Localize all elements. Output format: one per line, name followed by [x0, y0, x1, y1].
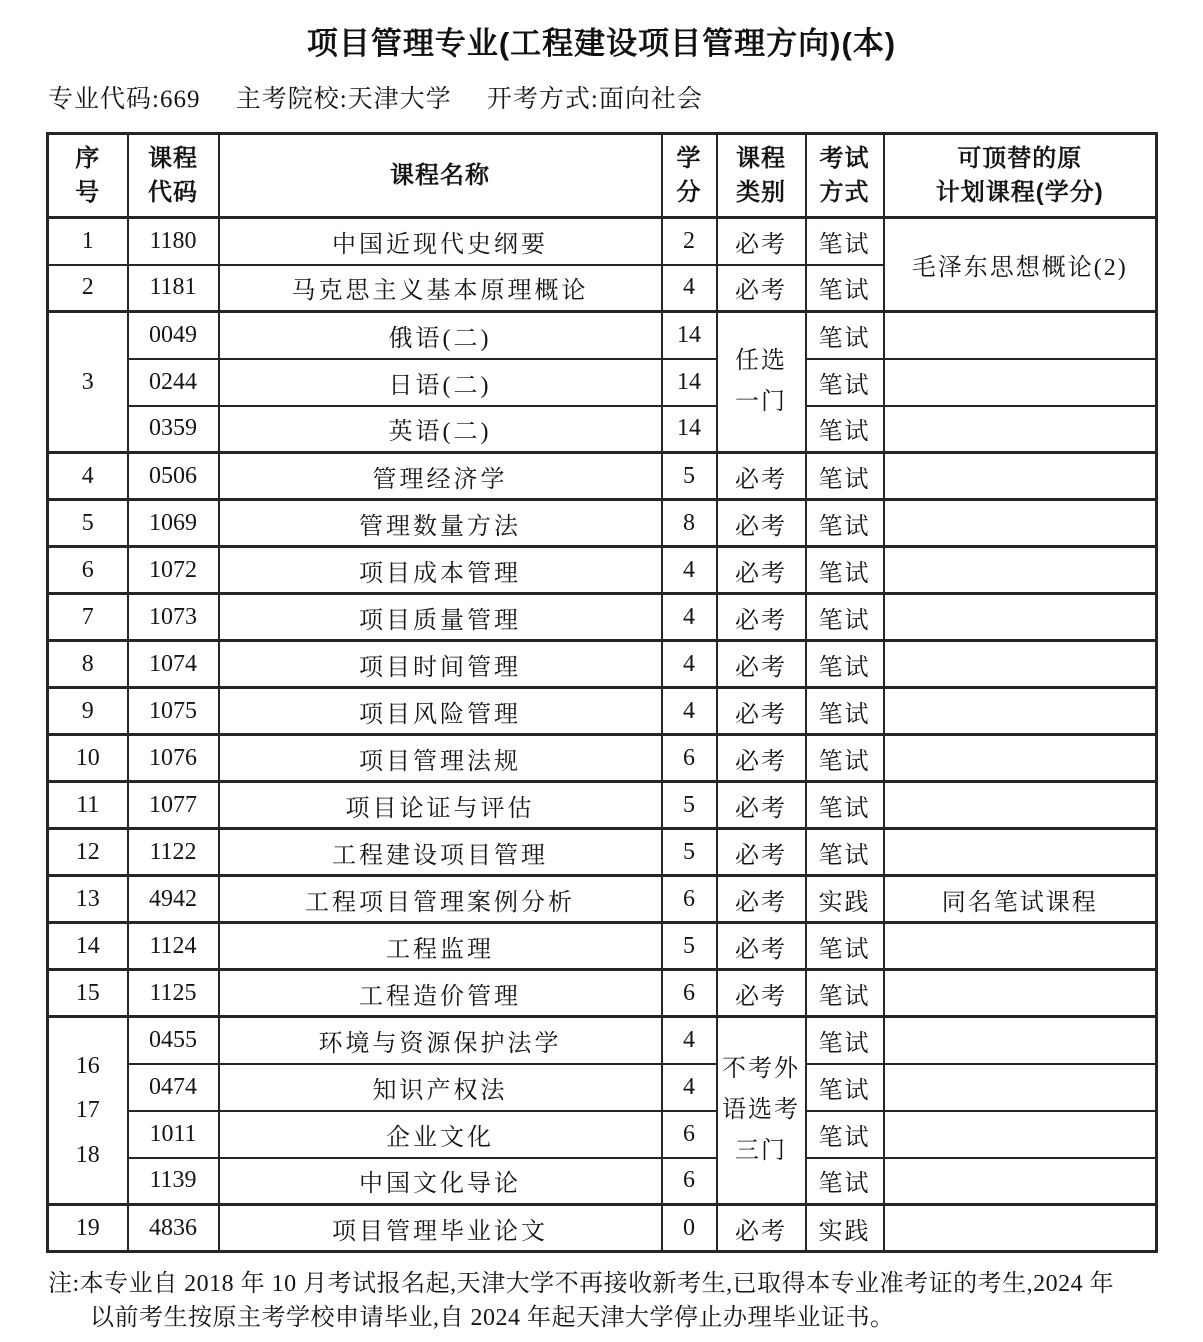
cell-credits: 4 — [662, 1017, 717, 1064]
cell-credits: 4 — [662, 594, 717, 641]
cell-category: 必考 — [717, 641, 806, 688]
cell-name: 马克思主义基本原理概论 — [219, 265, 662, 312]
cell-credits: 6 — [662, 735, 717, 782]
header-replaceable-course: 可顶替的原 计划课程(学分) — [884, 134, 1157, 218]
cell-name: 俄语(二) — [219, 312, 662, 359]
cell-code: 1069 — [128, 500, 219, 547]
cell-credits: 4 — [662, 265, 717, 312]
cell-index: 3 — [48, 312, 128, 453]
table-row — [48, 876, 1157, 923]
cell-code: 4836 — [128, 1205, 219, 1252]
cell-code: 4942 — [128, 876, 219, 923]
cell-code: 1073 — [128, 594, 219, 641]
cell-credits: 2 — [662, 218, 717, 265]
cell-credits: 14 — [662, 312, 717, 359]
cell-code: 0506 — [128, 453, 219, 500]
cell-exam: 笔试 — [806, 970, 884, 1017]
cell-credits: 6 — [662, 970, 717, 1017]
course-table — [46, 132, 1158, 1253]
cell-exam: 笔试 — [806, 829, 884, 876]
cell-replace — [884, 970, 1157, 1017]
cell-index: 1 — [48, 218, 128, 265]
cell-index: 4 — [48, 453, 128, 500]
cell-category: 必考 — [717, 876, 806, 923]
cell-credits: 8 — [662, 500, 717, 547]
cell-category: 必考 — [717, 782, 806, 829]
cell-replace — [884, 782, 1157, 829]
cell-name: 工程项目管理案例分析 — [219, 876, 662, 923]
cell-exam: 笔试 — [806, 218, 884, 265]
cell-code: 1076 — [128, 735, 219, 782]
cell-name: 项目风险管理 — [219, 688, 662, 735]
cell-exam: 实践 — [806, 876, 884, 923]
cell-code: 1122 — [128, 829, 219, 876]
table-row — [48, 782, 1157, 829]
cell-exam: 笔试 — [806, 1017, 884, 1064]
cell-credits: 5 — [662, 453, 717, 500]
cell-credits: 6 — [662, 1111, 717, 1158]
cell-exam: 笔试 — [806, 923, 884, 970]
cell-exam: 笔试 — [806, 265, 884, 312]
cell-index: 9 — [48, 688, 128, 735]
cell-index: 14 — [48, 923, 128, 970]
cell-exam: 笔试 — [806, 594, 884, 641]
cell-replace — [884, 735, 1157, 782]
table-row — [48, 594, 1157, 641]
cell-exam: 笔试 — [806, 547, 884, 594]
table-row — [48, 547, 1157, 594]
cell-index: 13 — [48, 876, 128, 923]
table-row — [48, 1064, 1157, 1111]
cell-replace — [884, 1111, 1157, 1158]
cell-name: 项目论证与评估 — [219, 782, 662, 829]
cell-credits: 14 — [662, 359, 717, 406]
cell-name: 中国近现代史纲要 — [219, 218, 662, 265]
cell-credits: 6 — [662, 876, 717, 923]
cell-name: 项目管理法规 — [219, 735, 662, 782]
table-row — [48, 1205, 1157, 1252]
cell-index: 6 — [48, 547, 128, 594]
header-category: 课程 类别 — [717, 134, 806, 218]
cell-code: 1074 — [128, 641, 219, 688]
cell-code: 1180 — [128, 218, 219, 265]
cell-index: 12 — [48, 829, 128, 876]
cell-credits: 4 — [662, 547, 717, 594]
cell-name: 工程建设项目管理 — [219, 829, 662, 876]
cell-category: 任选 一门 — [717, 312, 806, 453]
header-course-code: 课程 代码 — [128, 134, 219, 218]
cell-replace — [884, 1158, 1157, 1205]
cell-name: 项目质量管理 — [219, 594, 662, 641]
cell-exam: 笔试 — [806, 782, 884, 829]
header-course-name: 课程名称 — [219, 134, 662, 218]
cell-category: 必考 — [717, 1205, 806, 1252]
cell-index: 8 — [48, 641, 128, 688]
footnote-line: 注:本专业自 2018 年 10 月考试报名起,天津大学不再接收新考生,已取得本专业准考证的考生,2024 年 — [48, 1271, 1115, 1297]
cell-category: 必考 — [717, 970, 806, 1017]
cell-replace — [884, 923, 1157, 970]
cell-exam: 笔试 — [806, 312, 884, 359]
cell-replace — [884, 829, 1157, 876]
table-row — [48, 829, 1157, 876]
cell-category: 必考 — [717, 594, 806, 641]
cell-exam: 笔试 — [806, 1064, 884, 1111]
table-row — [48, 500, 1157, 547]
cell-code: 0049 — [128, 312, 219, 359]
cell-name: 管理数量方法 — [219, 500, 662, 547]
cell-name: 项目时间管理 — [219, 641, 662, 688]
cell-exam: 笔试 — [806, 453, 884, 500]
meta-line — [48, 79, 1203, 115]
cell-index: 15 — [48, 970, 128, 1017]
cell-name: 企业文化 — [219, 1111, 662, 1158]
cell-replace — [884, 500, 1157, 547]
cell-credits: 6 — [662, 1158, 717, 1205]
cell-code: 1075 — [128, 688, 219, 735]
cell-category: 必考 — [717, 218, 806, 265]
header-row — [48, 134, 1157, 218]
cell-exam: 笔试 — [806, 641, 884, 688]
host-school: 主考院校:天津大学 — [235, 86, 452, 113]
table-row — [48, 688, 1157, 735]
cell-exam: 笔试 — [806, 1158, 884, 1205]
cell-name: 日语(二) — [219, 359, 662, 406]
cell-name: 项目管理毕业论文 — [219, 1205, 662, 1252]
cell-replace — [884, 641, 1157, 688]
cell-replace — [884, 1017, 1157, 1064]
cell-category: 必考 — [717, 735, 806, 782]
cell-replace — [884, 1064, 1157, 1111]
table-row — [48, 1017, 1157, 1064]
cell-code: 1181 — [128, 265, 219, 312]
major-code: 专业代码:669 — [48, 86, 201, 113]
footnote-line: 以前考生按原主考学校申请毕业,自 2024 年起天津大学停止办理毕业证书。 — [90, 1305, 895, 1331]
cell-credits: 4 — [662, 688, 717, 735]
cell-category: 必考 — [717, 923, 806, 970]
header-index: 序 号 — [48, 134, 128, 218]
cell-replace — [884, 547, 1157, 594]
cell-exam: 笔试 — [806, 406, 884, 453]
cell-exam: 笔试 — [806, 500, 884, 547]
table-row — [48, 218, 1157, 265]
cell-index: 16 17 18 — [48, 1017, 128, 1205]
cell-replace — [884, 406, 1157, 453]
page-title: 项目管理专业(工程建设项目管理方向)(本) — [306, 26, 897, 61]
cell-category: 必考 — [717, 829, 806, 876]
cell-category: 必考 — [717, 500, 806, 547]
cell-category: 必考 — [717, 453, 806, 500]
table-row — [48, 970, 1157, 1017]
cell-index: 11 — [48, 782, 128, 829]
cell-credits: 0 — [662, 1205, 717, 1252]
cell-credits: 5 — [662, 782, 717, 829]
cell-code: 0455 — [128, 1017, 219, 1064]
header-exam-method: 考试 方式 — [806, 134, 884, 218]
table-row — [48, 359, 1157, 406]
cell-code: 0359 — [128, 406, 219, 453]
cell-replace — [884, 1205, 1157, 1252]
table-row — [48, 923, 1157, 970]
table-row — [48, 641, 1157, 688]
cell-replace — [884, 359, 1157, 406]
cell-code: 0474 — [128, 1064, 219, 1111]
cell-code: 1077 — [128, 782, 219, 829]
cell-credits: 14 — [662, 406, 717, 453]
cell-code: 1124 — [128, 923, 219, 970]
cell-credits: 4 — [662, 641, 717, 688]
cell-credits: 5 — [662, 829, 717, 876]
cell-name: 工程监理 — [219, 923, 662, 970]
cell-index: 7 — [48, 594, 128, 641]
cell-index: 5 — [48, 500, 128, 547]
cell-category: 必考 — [717, 265, 806, 312]
cell-replace — [884, 312, 1157, 359]
cell-name: 工程造价管理 — [219, 970, 662, 1017]
cell-replace — [884, 688, 1157, 735]
cell-index: 2 — [48, 265, 128, 312]
cell-replace: 同名笔试课程 — [884, 876, 1157, 923]
table-row — [48, 1158, 1157, 1205]
cell-credits: 5 — [662, 923, 717, 970]
cell-index: 19 — [48, 1205, 128, 1252]
cell-exam: 笔试 — [806, 1111, 884, 1158]
cell-name: 中国文化导论 — [219, 1158, 662, 1205]
exam-open-mode: 开考方式:面向社会 — [486, 86, 703, 113]
cell-name: 项目成本管理 — [219, 547, 662, 594]
cell-name: 知识产权法 — [219, 1064, 662, 1111]
table-row — [48, 1111, 1157, 1158]
cell-name: 环境与资源保护法学 — [219, 1017, 662, 1064]
cell-index: 10 — [48, 735, 128, 782]
cell-exam: 实践 — [806, 1205, 884, 1252]
cell-exam: 笔试 — [806, 735, 884, 782]
table-row — [48, 406, 1157, 453]
cell-exam: 笔试 — [806, 688, 884, 735]
cell-credits: 4 — [662, 1064, 717, 1111]
cell-code: 1072 — [128, 547, 219, 594]
cell-exam: 笔试 — [806, 359, 884, 406]
table-row — [48, 735, 1157, 782]
cell-category: 不考外 语选考 三门 — [717, 1017, 806, 1205]
header-credits: 学 分 — [662, 134, 717, 218]
cell-replace: 毛泽东思想概论(2) — [884, 218, 1157, 312]
cell-code: 1125 — [128, 970, 219, 1017]
cell-replace — [884, 594, 1157, 641]
cell-code: 1139 — [128, 1158, 219, 1205]
footnote — [48, 1267, 1203, 1335]
table-row — [48, 312, 1157, 359]
cell-code: 1011 — [128, 1111, 219, 1158]
cell-code: 0244 — [128, 359, 219, 406]
cell-name: 管理经济学 — [219, 453, 662, 500]
cell-category: 必考 — [717, 688, 806, 735]
cell-name: 英语(二) — [219, 406, 662, 453]
cell-replace — [884, 453, 1157, 500]
cell-category: 必考 — [717, 547, 806, 594]
table-row — [48, 453, 1157, 500]
